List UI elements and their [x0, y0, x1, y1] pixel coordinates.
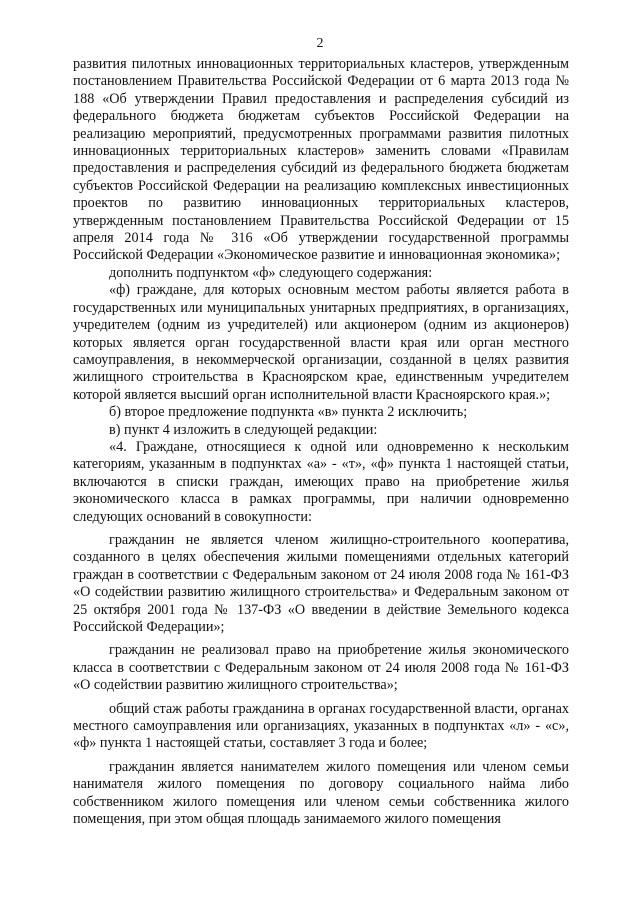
- paragraph-point-v: в) пункт 4 изложить в следующей редакции:: [109, 421, 378, 438]
- paragraph-add-subpoint: дополнить подпунктом «ф» следующего содержания:: [109, 264, 433, 281]
- document-body: [73, 56, 569, 828]
- paragraph-point-4: «4. Граждане, относящиеся к одной или одновременно к нескольким категориям, указанным в подпунктах «а» - «т», «ф» пункта 1 настоящей статьи, включаются в списки граждан, имеющих право на приобретение жилья экономического класса в рамках программы, при наличии одновременно следующих оснований в совокупности:: [73, 438, 569, 525]
- paragraph-point-b: б) второе предложение подпункта «в» пункта 2 исключить;: [109, 404, 468, 421]
- paragraph-condition-housing: гражданин является нанимателем жилого помещения или членом семьи нанимателя жилого помещения по договору социального найма либо собственником жилого помещения или членом семьи собственника жилого помещения, при этом общая площадь занимаемого жилого помещения: [73, 758, 569, 828]
- paragraph-continuation: развития пилотных инновационных территориальных кластеров, утвержденным постановлением Правительства Российской Федерации от 6 марта 2013 года № 188 «Об утверждении Правил предоставления и распределения субсидий из федерального бюджета бюджетам субъектов Российской Федерации на реализацию мероприятий, предусмотренных программами развития пилотных инновационных территориальных кластеров» заменить словами «Правилам предоставления и распределения субсидий из федерального бюджета бюджетам субъектов Российской Федерации на реализацию комплексных инвестиционных проектов по развитию инновационных территориальных кластеров, утвержденным постановлением Правительства Российской Федерации от 15 апреля 2014 года № 316 «Об утверждении государственной программы Российской Федерации «Экономическое развитие и инновационная экономика»;: [73, 56, 569, 264]
- paragraph-condition-cooperative: гражданин не является членом жилищно-строительного кооператива, созданного в целях обеспечения жилыми помещениями отдельных категорий граждан в соответствии с Федеральным законом от 24 июля 2008 года № 161-ФЗ «О содействии развитию жилищного строительства» и Федеральным законом от 25 октября 2001 года № 137-ФЗ «О введении в действие Земельного кодекса Российской Федерации»;: [73, 531, 569, 635]
- paragraph-condition-right: гражданин не реализовал право на приобретение жилья экономического класса в соответствии с Федеральным законом от 24 июля 2008 года № 161-ФЗ «О содействии развитию жилищного строительства»;: [73, 642, 569, 694]
- paragraph-condition-seniority: общий стаж работы гражданина в органах государственной власти, органах местного самоуправления или организациях, указанных в подпунктах «л» - «с», «ф» пункта 1 настоящей статьи, составляет 3 года и более;: [73, 700, 569, 752]
- page-number: 2: [316, 36, 324, 51]
- paragraph-subpoint-f: «ф) граждане, для которых основным местом работы является работа в государственных или муниципальных унитарных предприятиях, в организациях, учредителем (одним из учредителей) или акционером (одним из акционеров) которых является орган государственной власти края или орган местного самоуправления, в некоммерческой организации, созданной в целях развития жилищного строительства в Красноярском крае, единственным учредителем которой является высший орган исполнительной власти Красноярского края.»;: [73, 282, 569, 403]
